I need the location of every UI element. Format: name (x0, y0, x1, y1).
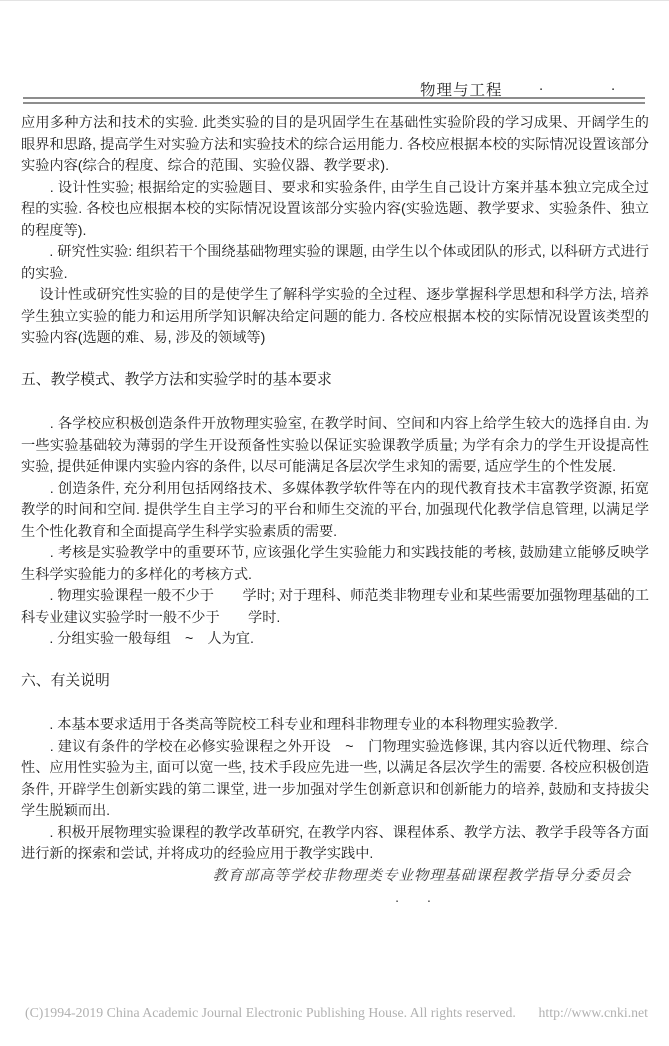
page-footer (25, 1005, 648, 1021)
journal-title: 物理与工程 (420, 82, 503, 99)
section5-paragraph-4: . 物理实验课程一般不少于 学时; 对于理科、师范类非物理专业和某些需要加强物理基础的工科专业建议实验学时一般不少于 学时. (21, 588, 649, 626)
header-issue-dot-1: . (539, 77, 544, 94)
date-dots: . . (395, 889, 431, 905)
section-heading-6: 六、有关说明 (21, 672, 110, 689)
section5-paragraph-3: . 考核是实验教学中的重要环节, 应该强化学生实验能力和实践技能的考核, 鼓励建立能够反映学生科学实验能力的多样化的考核方式. (21, 545, 649, 583)
header-double-rule (23, 97, 645, 104)
signature-line: 教育部高等学校非物理类专业物理基础课程教学指导分委员会 (212, 867, 631, 884)
section5-paragraph-1: . 各学校应积极创造条件开放物理实验室, 在教学时间、空间和内容上给学生较大的选择自由. 为一些实验基础较为薄弱的学生开设预备性实验以保证实验课教学质量; 为学有余力的学生开设提高性实验, 提供延伸课内实验内容的条件, 以尽可能满足各层次学生求知的需要, 适应学生的个性发展. (21, 416, 649, 475)
intro-paragraph-1: 应用多种方法和技术的实验. 此类实验的目的是巩固学生在基础性实验阶段的学习成果、开阔学生的眼界和思路, 提高学生对实验方法和实验技术的综合运用能力. 各校应根据本校的实际情况设置该部分实验内容(综合的程度、综合的范围、实验仪器、教学要求). (21, 115, 649, 174)
section6-paragraph-1: . 本基本要求适用于各类高等院校工科专业和理科非物理专业的本科物理实验教学. (21, 717, 558, 733)
intro-paragraph-2: . 设计性实验; 根据给定的实验题目、要求和实验条件, 由学生自己设计方案并基本独立完成全过程的实验. 各校也应根据本校的实际情况设置该部分实验内容(实验选题、教学要求、实验条件、独立的程度等). (21, 179, 649, 239)
section5-paragraph-2: . 创造条件, 充分利用包括网络技术、多媒体教学软件等在内的现代教育技术丰富教学资源, 拓宽教学的时间和空间. 提供学生自主学习的平台和师生交流的平台, 加强现代化教学信息管理, 以满足学生个性化教育和全面提高学生科学实验素质的需要. (21, 480, 649, 540)
cnki-url: http://www.cnki.net (538, 1005, 648, 1020)
header-issue-dot-2: . (611, 77, 616, 94)
intro-paragraph-4: 设计性或研究性实验的目的是使学生了解科学实验的全过程、逐步掌握科学思想和科学方法, 培养学生独立实验的能力和运用所学知识解决给定问题的能力. 各校应根据本校的实际情况设置该类型的实验内容(选题的难、易, 涉及的领域等) (21, 287, 649, 346)
document-body (21, 113, 649, 909)
section6-paragraph-2: . 建议有条件的学校在必修实验课程之外开设 ~ 门物理实验选修课, 其内容以近代物理、综合性、应用性实验为主, 面可以宽一些, 技术手段应先进一些, 以满足各层次学生的需要. 各校应积极创造条件, 开辟学生创新实践的第二课堂, 进一步加强对学生创新意识和创新能力的培养, 鼓励和支持拔尖学生脱颖而出. (21, 738, 649, 819)
intro-paragraph-3: . 研究性实验: 组织若干个围绕基础物理实验的课题, 由学生以个体或团队的形式, 以科研方式进行的实验. (21, 244, 649, 282)
copyright-notice: (C)1994-2019 China Academic Journal Electronic Publishing House. All rights reserved. (25, 1005, 516, 1020)
section-heading-5: 五、教学模式、教学方法和实验学时的基本要求 (21, 371, 332, 388)
section5-paragraph-5: . 分组实验一般每组 ~ 人为宜. (21, 631, 254, 647)
section6-paragraph-3: . 积极开展物理实验课程的教学改革研究, 在教学内容、课程体系、教学方法、教学手段等各方面进行新的探索和尝试, 并将成功的经验应用于教学实践中. (21, 824, 649, 862)
